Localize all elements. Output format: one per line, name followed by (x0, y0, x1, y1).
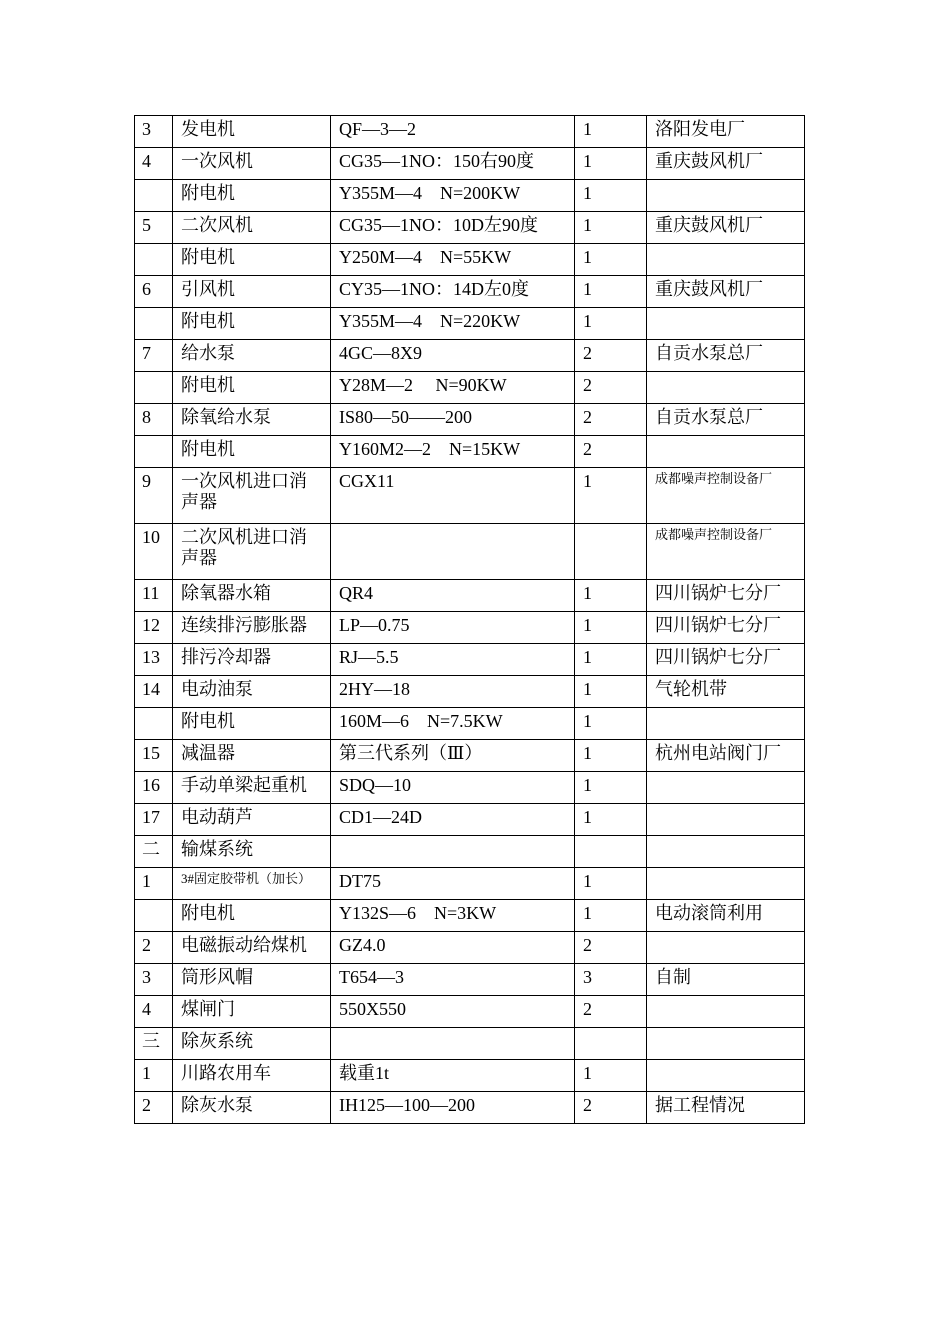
cell-manufacturer (647, 708, 805, 740)
cell-manufacturer (647, 436, 805, 468)
cell-quantity: 2 (575, 340, 647, 372)
cell-number: 11 (135, 580, 173, 612)
cell-number: 3 (135, 116, 173, 148)
cell-number: 8 (135, 404, 173, 436)
table-row (135, 404, 805, 436)
cell-manufacturer: 杭州电站阀门厂 (647, 740, 805, 772)
cell-number: 4 (135, 996, 173, 1028)
table-row (135, 644, 805, 676)
cell-manufacturer: 重庆鼓风机厂 (647, 148, 805, 180)
cell-manufacturer: 成都噪声控制设备厂 (647, 524, 805, 580)
cell-equipment-name: 附电机 (173, 372, 331, 404)
cell-quantity: 1 (575, 212, 647, 244)
cell-manufacturer: 电动滚筒利用 (647, 900, 805, 932)
cell-number: 14 (135, 676, 173, 708)
equipment-table-body (135, 116, 805, 1124)
table-row (135, 580, 805, 612)
table-row (135, 612, 805, 644)
cell-model: Y355M—4 N=220KW (331, 308, 575, 340)
table-row (135, 116, 805, 148)
cell-model: LP—0.75 (331, 612, 575, 644)
cell-equipment-name: 除灰系统 (173, 1028, 331, 1060)
cell-quantity: 1 (575, 612, 647, 644)
cell-model: 4GC—8X9 (331, 340, 575, 372)
cell-manufacturer: 重庆鼓风机厂 (647, 276, 805, 308)
cell-quantity: 1 (575, 772, 647, 804)
table-row (135, 868, 805, 900)
cell-manufacturer: 气轮机带 (647, 676, 805, 708)
cell-number: 1 (135, 868, 173, 900)
table-row (135, 804, 805, 836)
cell-quantity: 1 (575, 580, 647, 612)
cell-manufacturer: 自贡水泵总厂 (647, 340, 805, 372)
cell-equipment-name: 附电机 (173, 308, 331, 340)
cell-model: Y355M—4 N=200KW (331, 180, 575, 212)
cell-equipment-name: 电动葫芦 (173, 804, 331, 836)
table-row (135, 1060, 805, 1092)
cell-manufacturer: 成都噪声控制设备厂 (647, 468, 805, 524)
cell-quantity: 1 (575, 900, 647, 932)
cell-equipment-name: 排污冷却器 (173, 644, 331, 676)
cell-quantity: 1 (575, 644, 647, 676)
cell-number: 7 (135, 340, 173, 372)
cell-model: 2HY—18 (331, 676, 575, 708)
cell-number (135, 436, 173, 468)
cell-model: Y132S—6 N=3KW (331, 900, 575, 932)
cell-equipment-name: 电动油泵 (173, 676, 331, 708)
cell-quantity: 1 (575, 1060, 647, 1092)
cell-quantity (575, 1028, 647, 1060)
cell-number: 4 (135, 148, 173, 180)
cell-number (135, 372, 173, 404)
cell-equipment-name: 附电机 (173, 180, 331, 212)
cell-quantity: 2 (575, 436, 647, 468)
cell-equipment-name: 减温器 (173, 740, 331, 772)
cell-manufacturer (647, 1060, 805, 1092)
cell-equipment-name: 附电机 (173, 436, 331, 468)
equipment-table (134, 115, 805, 1124)
cell-model: 550X550 (331, 996, 575, 1028)
cell-model: IS80—50——200 (331, 404, 575, 436)
cell-equipment-name: 二次风机 (173, 212, 331, 244)
cell-number (135, 708, 173, 740)
cell-manufacturer (647, 180, 805, 212)
cell-model: CG35—1NO：150右90度 (331, 148, 575, 180)
table-row (135, 676, 805, 708)
cell-quantity: 1 (575, 868, 647, 900)
cell-number: 10 (135, 524, 173, 580)
cell-quantity (575, 836, 647, 868)
cell-model: QF—3—2 (331, 116, 575, 148)
table-row (135, 772, 805, 804)
cell-model: IH125—100—200 (331, 1092, 575, 1124)
cell-number: 3 (135, 964, 173, 996)
cell-manufacturer: 四川锅炉七分厂 (647, 612, 805, 644)
cell-model: CGX11 (331, 468, 575, 524)
cell-quantity: 1 (575, 308, 647, 340)
cell-model: CG35—1NO：10D左90度 (331, 212, 575, 244)
cell-quantity: 1 (575, 740, 647, 772)
table-row (135, 436, 805, 468)
cell-number: 17 (135, 804, 173, 836)
cell-number: 13 (135, 644, 173, 676)
cell-number (135, 244, 173, 276)
cell-model (331, 524, 575, 580)
cell-number: 2 (135, 932, 173, 964)
cell-equipment-name: 一次风机 (173, 148, 331, 180)
cell-manufacturer (647, 244, 805, 276)
cell-quantity: 1 (575, 148, 647, 180)
cell-manufacturer: 重庆鼓风机厂 (647, 212, 805, 244)
table-row (135, 468, 805, 524)
cell-manufacturer: 四川锅炉七分厂 (647, 644, 805, 676)
table-row (135, 996, 805, 1028)
cell-quantity: 1 (575, 676, 647, 708)
cell-equipment-name: 给水泵 (173, 340, 331, 372)
cell-equipment-name: 川路农用车 (173, 1060, 331, 1092)
cell-number: 16 (135, 772, 173, 804)
table-row (135, 836, 805, 868)
cell-quantity: 1 (575, 708, 647, 740)
table-row (135, 212, 805, 244)
cell-equipment-name: 3#固定胶带机（加长） (173, 868, 331, 900)
cell-equipment-name: 手动单梁起重机 (173, 772, 331, 804)
cell-quantity: 1 (575, 276, 647, 308)
cell-model: Y28M—2 N=90KW (331, 372, 575, 404)
cell-model: CD1—24D (331, 804, 575, 836)
cell-model: GZ4.0 (331, 932, 575, 964)
table-row (135, 244, 805, 276)
cell-manufacturer (647, 308, 805, 340)
cell-number: 三 (135, 1028, 173, 1060)
cell-number (135, 308, 173, 340)
cell-manufacturer (647, 1028, 805, 1060)
cell-quantity: 3 (575, 964, 647, 996)
cell-equipment-name: 二次风机进口消声器 (173, 524, 331, 580)
table-row (135, 932, 805, 964)
cell-manufacturer: 四川锅炉七分厂 (647, 580, 805, 612)
cell-manufacturer (647, 772, 805, 804)
cell-equipment-name: 附电机 (173, 708, 331, 740)
cell-equipment-name: 除氧器水箱 (173, 580, 331, 612)
cell-number: 15 (135, 740, 173, 772)
cell-model: CY35—1NO：14D左0度 (331, 276, 575, 308)
table-row (135, 148, 805, 180)
cell-number: 二 (135, 836, 173, 868)
cell-model: RJ—5.5 (331, 644, 575, 676)
table-row (135, 1028, 805, 1060)
cell-equipment-name: 附电机 (173, 900, 331, 932)
cell-number: 1 (135, 1060, 173, 1092)
cell-quantity: 1 (575, 116, 647, 148)
table-row (135, 180, 805, 212)
cell-number: 12 (135, 612, 173, 644)
cell-manufacturer (647, 932, 805, 964)
cell-equipment-name: 一次风机进口消声器 (173, 468, 331, 524)
cell-manufacturer: 据工程情况 (647, 1092, 805, 1124)
cell-quantity: 2 (575, 932, 647, 964)
cell-quantity: 1 (575, 804, 647, 836)
cell-number (135, 180, 173, 212)
cell-manufacturer (647, 868, 805, 900)
cell-number: 5 (135, 212, 173, 244)
table-row (135, 276, 805, 308)
cell-equipment-name: 煤闸门 (173, 996, 331, 1028)
cell-quantity: 1 (575, 180, 647, 212)
cell-manufacturer: 自贡水泵总厂 (647, 404, 805, 436)
cell-number: 6 (135, 276, 173, 308)
cell-model (331, 836, 575, 868)
cell-equipment-name: 电磁振动给煤机 (173, 932, 331, 964)
cell-number: 2 (135, 1092, 173, 1124)
cell-manufacturer: 洛阳发电厂 (647, 116, 805, 148)
table-row (135, 308, 805, 340)
cell-model: DT75 (331, 868, 575, 900)
table-row (135, 1092, 805, 1124)
cell-quantity: 1 (575, 244, 647, 276)
cell-equipment-name: 连续排污膨胀器 (173, 612, 331, 644)
cell-manufacturer (647, 836, 805, 868)
cell-model: SDQ—10 (331, 772, 575, 804)
cell-equipment-name: 除氧给水泵 (173, 404, 331, 436)
table-row (135, 900, 805, 932)
cell-manufacturer (647, 804, 805, 836)
cell-equipment-name: 引风机 (173, 276, 331, 308)
table-row (135, 708, 805, 740)
cell-quantity: 2 (575, 404, 647, 436)
cell-equipment-name: 除灰水泵 (173, 1092, 331, 1124)
table-row (135, 372, 805, 404)
cell-model: Y160M2—2 N=15KW (331, 436, 575, 468)
table-row (135, 340, 805, 372)
cell-manufacturer (647, 996, 805, 1028)
cell-quantity: 2 (575, 372, 647, 404)
cell-model (331, 1028, 575, 1060)
cell-equipment-name: 附电机 (173, 244, 331, 276)
cell-model: QR4 (331, 580, 575, 612)
cell-number: 9 (135, 468, 173, 524)
table-row (135, 524, 805, 580)
cell-number (135, 900, 173, 932)
table-row (135, 740, 805, 772)
cell-quantity: 1 (575, 468, 647, 524)
cell-equipment-name: 发电机 (173, 116, 331, 148)
cell-manufacturer (647, 372, 805, 404)
cell-quantity (575, 524, 647, 580)
cell-equipment-name: 输煤系统 (173, 836, 331, 868)
cell-quantity: 2 (575, 996, 647, 1028)
cell-quantity: 2 (575, 1092, 647, 1124)
table-row (135, 964, 805, 996)
cell-manufacturer: 自制 (647, 964, 805, 996)
cell-model: 第三代系列（Ⅲ） (331, 740, 575, 772)
cell-model: T654—3 (331, 964, 575, 996)
cell-equipment-name: 筒形风帽 (173, 964, 331, 996)
cell-model: 160M—6 N=7.5KW (331, 708, 575, 740)
cell-model: Y250M—4 N=55KW (331, 244, 575, 276)
cell-model: 载重1t (331, 1060, 575, 1092)
